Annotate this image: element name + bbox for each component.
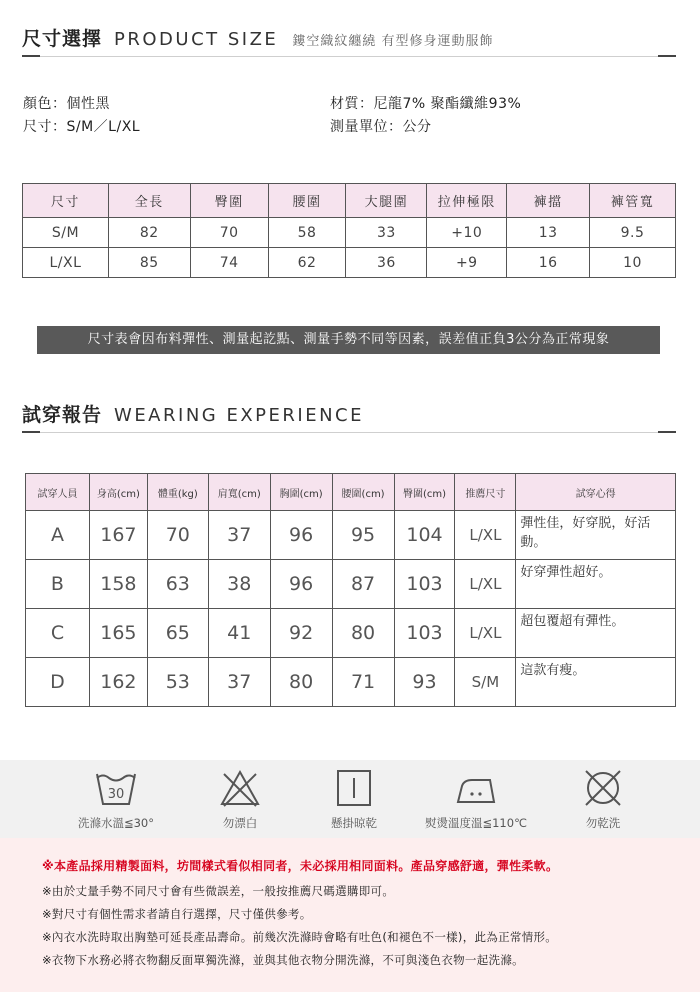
care-label: 洗滌水溫≦30° (77, 816, 155, 830)
wash-30-icon (94, 768, 138, 808)
care-bleach (180, 768, 300, 831)
tester-cell: D (26, 658, 90, 707)
header-cell: 尺寸 (23, 184, 109, 218)
value-cell: 58 (268, 218, 346, 248)
value-cell: 53 (147, 658, 208, 707)
table-row (26, 609, 676, 658)
notice-line: ※衣物下水務必將衣物翻反面單獨洗滌，並與其他衣物分開洗滌，不可與淺色衣物一起洗滌。 (42, 953, 524, 967)
product-size-title-zh: 尺寸選擇 (22, 28, 103, 50)
value-cell: 37 (208, 511, 270, 560)
divider (22, 432, 676, 433)
feedback-cell: 彈性佳，好穿脱，好活動。 (516, 511, 676, 560)
value-cell: 63 (147, 560, 208, 609)
product-size-title (22, 24, 493, 51)
header-cell: 褲管寬 (590, 184, 676, 218)
tester-cell: C (26, 609, 90, 658)
tester-cell: B (26, 560, 90, 609)
header-cell: 體重(kg) (147, 474, 208, 511)
header-cell: 試穿心得 (516, 474, 676, 511)
table-row (26, 511, 676, 560)
value-cell: 41 (208, 609, 270, 658)
wearing-title-en: WEARING EXPERIENCE (114, 405, 364, 426)
header-cell: 腰圍(cm) (332, 474, 394, 511)
tester-cell: A (26, 511, 90, 560)
header-cell: 褲擋 (507, 184, 590, 218)
care-label: 懸掛晾乾 (331, 816, 377, 830)
value-cell: 80 (270, 658, 332, 707)
size-cell: L/XL (23, 248, 109, 278)
header-cell: 臀圍(cm) (394, 474, 455, 511)
value-cell: 13 (507, 218, 590, 248)
care-dry (294, 768, 414, 831)
size-table-header (23, 184, 676, 218)
feedback-cell: 好穿彈性超好。 (516, 560, 676, 609)
notice-line: ※由於丈量手勢不同尺寸會有些微誤差，一般按推薦尺碼選購即可。 (42, 884, 395, 898)
table-row (26, 658, 676, 707)
value-cell: 104 (394, 511, 455, 560)
value-cell: 92 (270, 609, 332, 658)
value-cell: 167 (89, 511, 147, 560)
value-cell: 10 (590, 248, 676, 278)
value-cell: 74 (190, 248, 268, 278)
no-bleach-icon (218, 768, 262, 808)
recommended-size-cell: L/XL (455, 511, 516, 560)
value-cell: 82 (108, 218, 190, 248)
wearing-title (22, 400, 364, 427)
value-cell: 85 (108, 248, 190, 278)
value-cell: 65 (147, 609, 208, 658)
value-cell: 162 (89, 658, 147, 707)
wash-temp: 30 (107, 787, 125, 802)
value-cell: 36 (346, 248, 427, 278)
value-cell: 96 (270, 511, 332, 560)
wearing-title-zh: 試穿報告 (22, 404, 103, 426)
recommended-size-cell: S/M (455, 658, 516, 707)
care-instructions (0, 760, 700, 838)
value-cell: 71 (332, 658, 394, 707)
value-cell: 16 (507, 248, 590, 278)
care-label: 熨燙溫度溫≦110℃ (424, 816, 527, 830)
value-cell: +9 (427, 248, 507, 278)
value-cell: 70 (147, 511, 208, 560)
value-cell: 103 (394, 560, 455, 609)
value-cell: 38 (208, 560, 270, 609)
header-cell: 胸圍(cm) (270, 474, 332, 511)
divider (22, 56, 676, 57)
size-info: 尺寸：S/M／L/XL (23, 119, 141, 135)
value-cell: 87 (332, 560, 394, 609)
care-wash (56, 768, 176, 831)
wearing-table-header (26, 474, 676, 511)
value-cell: 9.5 (590, 218, 676, 248)
hang-dry-icon (332, 768, 376, 808)
value-cell: 165 (89, 609, 147, 658)
value-cell: 95 (332, 511, 394, 560)
product-size-subtitle: 鏤空織紋纏繞 有型修身運動服飾 (292, 34, 494, 49)
iron-low-icon (452, 768, 500, 808)
value-cell: 33 (346, 218, 427, 248)
value-cell: +10 (427, 218, 507, 248)
table-row (23, 218, 676, 248)
recommended-size-cell: L/XL (455, 609, 516, 658)
notice-panel (0, 838, 700, 992)
header-cell: 全長 (108, 184, 190, 218)
size-cell: S/M (23, 218, 109, 248)
value-cell: 70 (190, 218, 268, 248)
header-cell: 拉伸極限 (427, 184, 507, 218)
value-cell: 158 (89, 560, 147, 609)
care-iron (416, 768, 536, 831)
value-cell: 62 (268, 248, 346, 278)
table-row (23, 248, 676, 278)
value-cell: 96 (270, 560, 332, 609)
no-dry-clean-icon (581, 768, 625, 808)
header-cell: 試穿人員 (26, 474, 90, 511)
notice-line: ※對尺寸有個性需求者請自行選擇，尺寸僅供參考。 (42, 907, 312, 921)
value-cell: 103 (394, 609, 455, 658)
value-cell: 80 (332, 609, 394, 658)
unit-info: 測量單位：公分 (330, 119, 432, 135)
header-cell: 腰圍 (268, 184, 346, 218)
value-cell: 37 (208, 658, 270, 707)
header-cell: 推薦尺寸 (455, 474, 516, 511)
header-cell: 肩寬(cm) (208, 474, 270, 511)
wearing-table (25, 473, 676, 707)
color-info: 顏色：個性黑 (23, 96, 110, 112)
care-label: 勿乾洗 (585, 816, 621, 830)
feedback-cell: 這款有瘦。 (516, 658, 676, 707)
size-table (22, 183, 676, 278)
product-size-title-en: PRODUCT SIZE (114, 29, 279, 50)
value-cell: 93 (394, 658, 455, 707)
header-cell: 大腿圍 (346, 184, 427, 218)
material-info: 材質：尼龍7% 聚酯纖維93% (330, 96, 522, 112)
header-cell: 臀圍 (190, 184, 268, 218)
notice-line: ※內衣水洗時取出胸墊可延長產品壽命。前幾次洗滌時會略有吐色(和褪色不一樣)，此為正常情形。 (42, 930, 558, 944)
feedback-cell: 超包覆超有彈性。 (516, 609, 676, 658)
care-label: 勿漂白 (222, 816, 258, 830)
header-cell: 身高(cm) (89, 474, 147, 511)
notice-highlight: ※本產品採用精製面料，坊間樣式看似相同者，未必採用相同面料。產品穿感舒適，彈性柔軟。 (42, 859, 559, 873)
size-note-bar: 尺寸表會因布料彈性、測量起訖點、測量手勢不同等因素，誤差值正負3公分為正常現象 (37, 326, 660, 354)
recommended-size-cell: L/XL (455, 560, 516, 609)
table-row (26, 560, 676, 609)
care-dryclean (543, 768, 663, 831)
